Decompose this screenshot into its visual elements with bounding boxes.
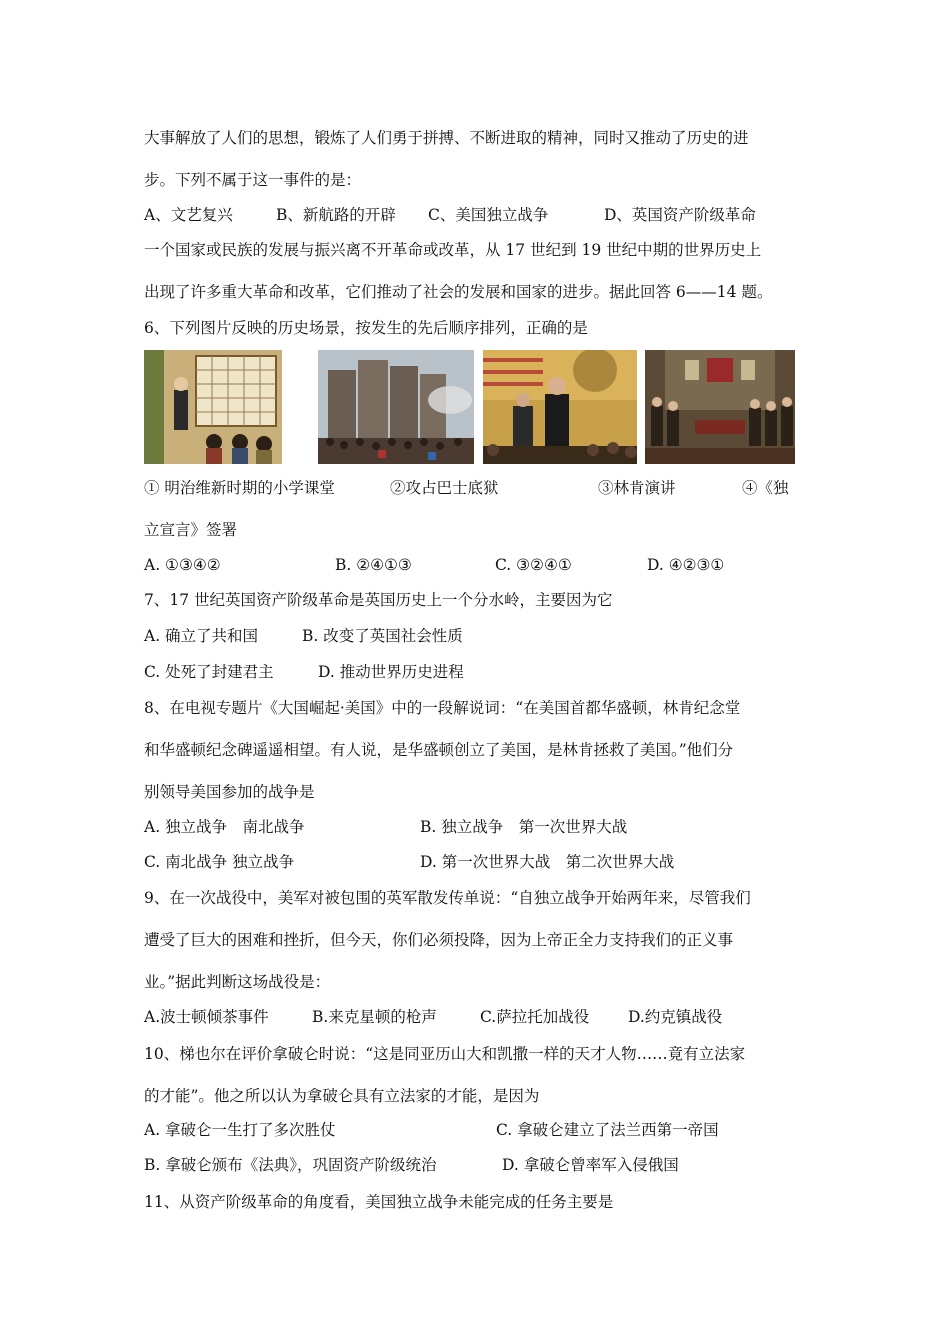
question-7: 7、17 世纪英国资产阶级革命是英国历史上一个分水岭，主要因为它 <box>144 591 613 609</box>
picture-caption-4: ④《独 <box>742 479 789 497</box>
q8-option-b: B. 独立战争 第一次世界大战 <box>420 818 628 836</box>
bastille-storming-picture <box>318 350 474 464</box>
q9-option-d: D.约克镇战役 <box>628 1008 723 1026</box>
q6-option-d: D. ④②③① <box>647 556 725 574</box>
question-8: 和华盛顿纪念碑遥遥相望。有人说，是华盛顿创立了美国，是林肯拯救了美国。”他们分 <box>144 741 734 759</box>
text-line: 步。下列不属于这一事件的是： <box>144 171 362 189</box>
q8-option-d: D. 第一次世界大战 第二次世界大战 <box>420 853 675 871</box>
q8-option-c: C. 南北战争 独立战争 <box>144 853 295 871</box>
q5-option-b: B、新航路的开辟 <box>276 206 396 224</box>
q7-option-b: B. 改变了英国社会性质 <box>302 627 463 645</box>
q8-option-a: A. 独立战争 南北战争 <box>144 818 305 836</box>
q7-option-c: C. 处死了封建君主 <box>144 663 274 681</box>
q9-option-b: B.来克星顿的枪声 <box>312 1008 437 1026</box>
q5-option-c: C、美国独立战争 <box>428 206 549 224</box>
picture-caption-4-cont: 立宣言》签署 <box>144 521 238 539</box>
question-10: 的才能”。他之所以认为拿破仑具有立法家的才能，是因为 <box>144 1087 540 1105</box>
picture-caption-2: ②攻占巴士底狱 <box>390 479 499 497</box>
q6-option-b: B. ②④①③ <box>335 556 412 574</box>
lincoln-speech-picture <box>483 350 637 464</box>
intro-line: 一个国家或民族的发展与振兴离不开革命或改革，从 17 世纪到 19 世纪中期的世界历史上 <box>144 241 762 259</box>
question-9: 9、在一次战役中，美军对被包围的英军散发传单说：“自独立战争开始两年来，尽管我们 <box>144 889 751 907</box>
picture-caption-1: ① 明治维新时期的小学课堂 <box>144 479 335 497</box>
question-9: 遭受了巨大的困难和挫折，但今天，你们必须投降，因为上帝正全力支持我们的正义事 <box>144 931 734 949</box>
text-line: 大事解放了人们的思想，锻炼了人们勇于拼搏、不断进取的精神，同时又推动了历史的进 <box>144 129 749 147</box>
picture-caption-3: ③林肯演讲 <box>598 479 676 497</box>
q6-option-c: C. ③②④① <box>495 556 572 574</box>
question-10: 10、梯也尔在评价拿破仑时说：“这是同亚历山大和凯撒一样的天才人物……竟有立法家 <box>144 1045 746 1063</box>
q10-option-b: B. 拿破仑颁布《法典》，巩固资产阶级统治 <box>144 1156 437 1174</box>
meiji-classroom-picture <box>144 350 282 464</box>
question-6: 6、下列图片反映的历史场景，按发生的先后顺序排列，正确的是 <box>144 319 588 337</box>
q5-option-a: A、文艺复兴 <box>144 206 233 224</box>
q9-option-a: A.波士顿倾茶事件 <box>144 1008 269 1026</box>
question-8: 8、在电视专题片《大国崛起·美国》中的一段解说词：“在美国首都华盛顿，林肯纪念堂 <box>144 699 741 717</box>
q7-option-d: D. 推动世界历史进程 <box>318 663 464 681</box>
question-11: 11、从资产阶级革命的角度看，美国独立战争未能完成的任务主要是 <box>144 1193 614 1211</box>
q9-option-c: C.萨拉托加战役 <box>480 1008 590 1026</box>
question-9: 业。”据此判断这场战役是： <box>144 973 331 991</box>
question-8: 别领导美国参加的战争是 <box>144 783 315 801</box>
declaration-signing-picture <box>645 350 795 464</box>
q5-option-d: D、英国资产阶级革命 <box>604 206 756 224</box>
q10-option-d: D. 拿破仑曾率军入侵俄国 <box>502 1156 679 1174</box>
q6-option-a: A. ①③④② <box>144 556 221 574</box>
q10-option-c: C. 拿破仑建立了法兰西第一帝国 <box>496 1121 719 1139</box>
q10-option-a: A. 拿破仑一生打了多次胜仗 <box>144 1121 336 1139</box>
q7-option-a: A. 确立了共和国 <box>144 627 259 645</box>
intro-line: 出现了许多重大革命和改革，它们推动了社会的发展和国家的进步。据此回答 6——14 题。 <box>144 283 773 301</box>
